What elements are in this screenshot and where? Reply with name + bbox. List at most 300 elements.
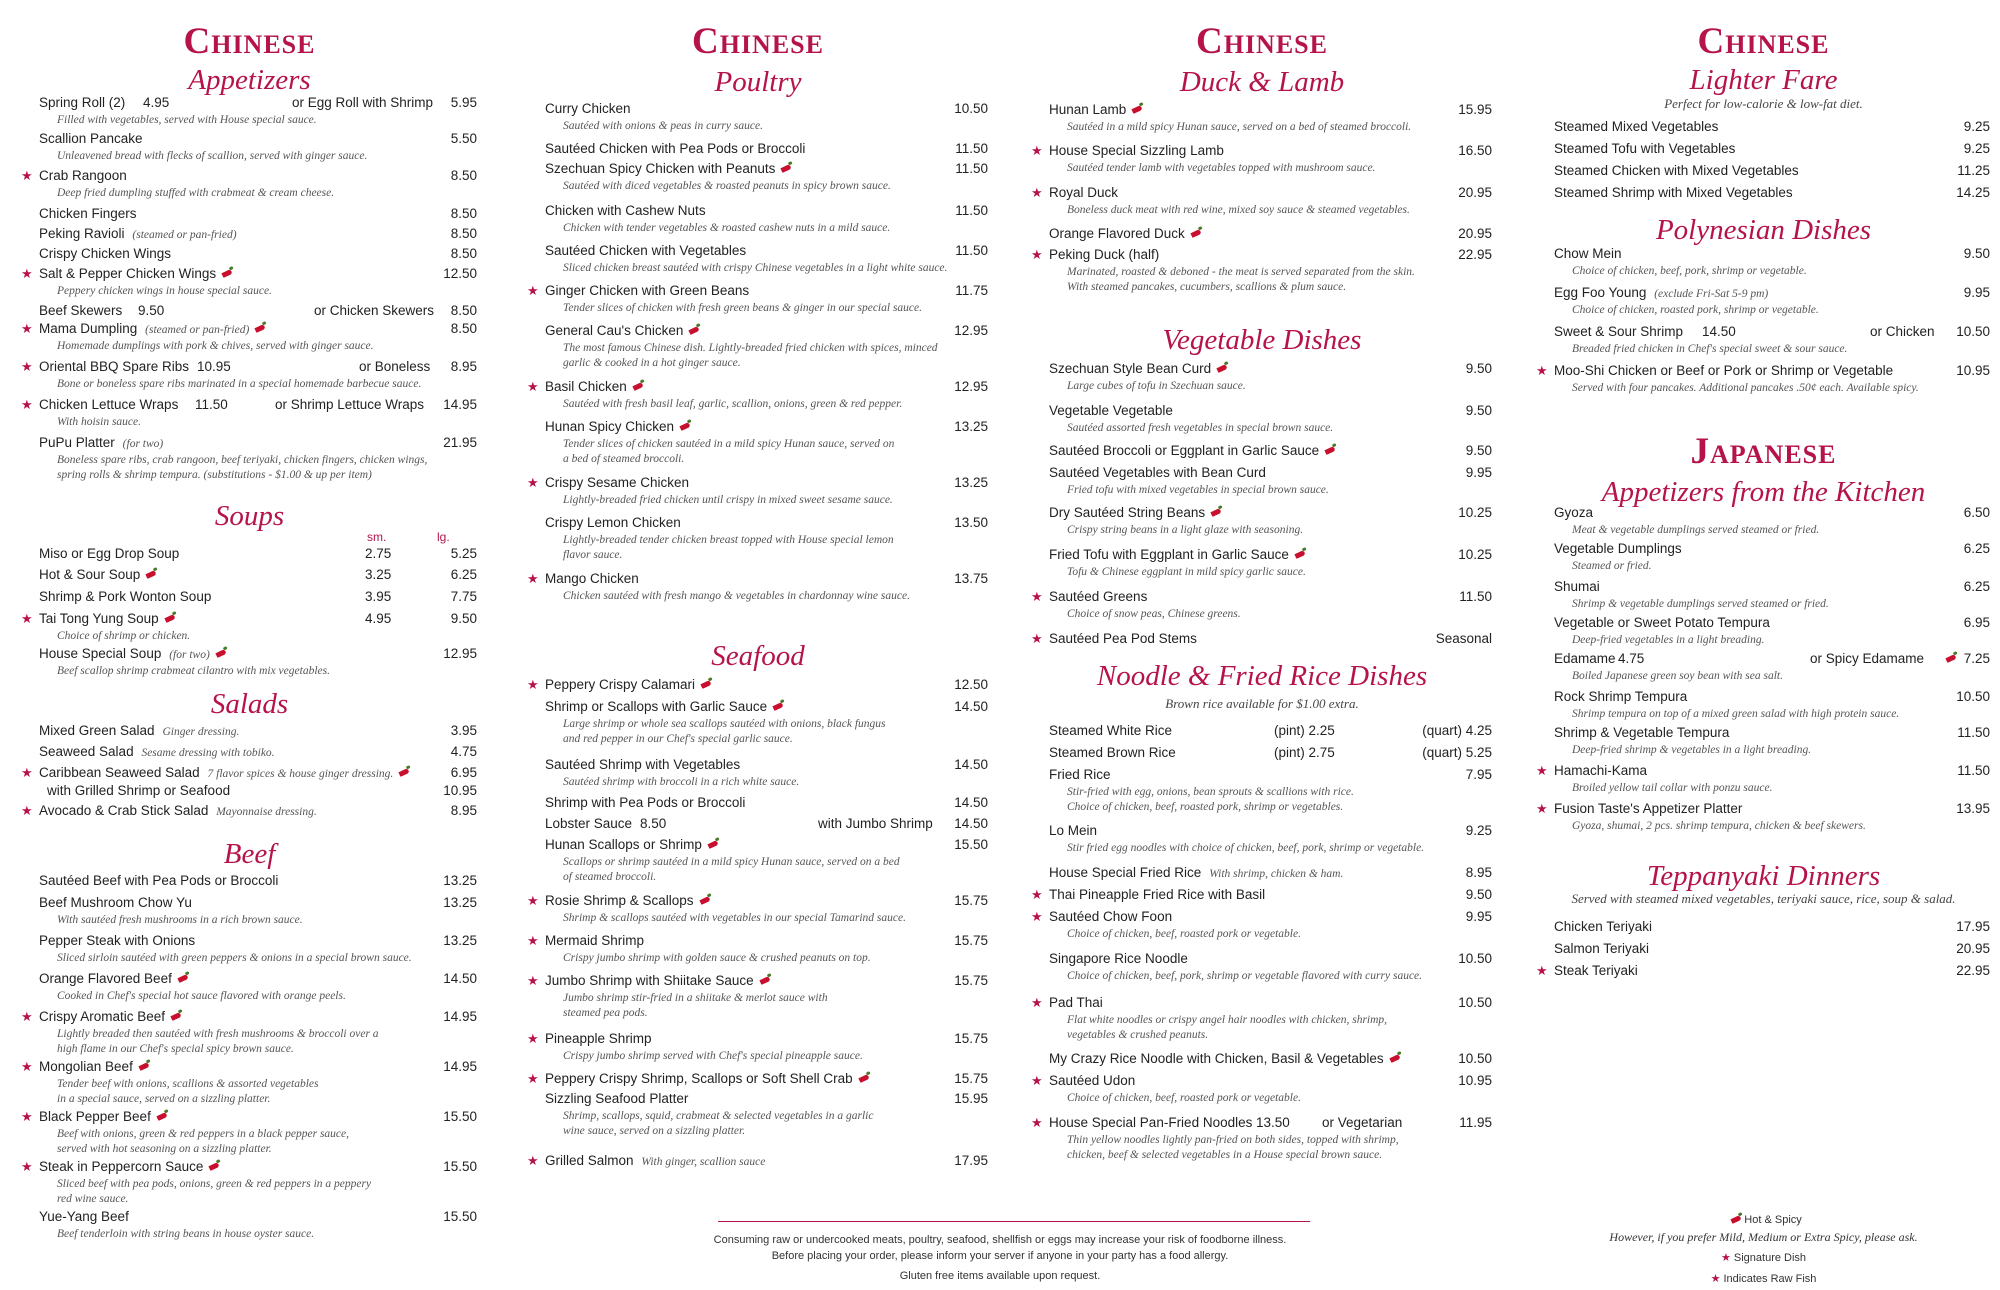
- menu-item: [1537, 284, 1990, 302]
- menu-item: [22, 894, 477, 912]
- item-small-price: 4.95: [365, 611, 392, 626]
- menu-item-price: 15.75: [954, 973, 988, 988]
- menu-item-price: 6.95: [1963, 615, 1990, 630]
- item-name-text: Hunan Spicy Chicken: [545, 419, 675, 434]
- menu-item-description: Crispy jumbo shrimp with golden sauce & crushed peanuts on top.: [563, 952, 871, 964]
- menu-item: [528, 474, 988, 492]
- menu-item-name: [1554, 162, 1799, 180]
- menu-item: [528, 756, 988, 774]
- item-alt-option: or Shrimp Lettuce Wraps: [275, 397, 425, 412]
- item-name-text: Orange Flavored Duck: [1049, 226, 1185, 241]
- menu-item-name: [39, 970, 188, 988]
- menu-item: [528, 836, 988, 854]
- menu-item-description: steamed pea pods.: [563, 1007, 648, 1019]
- menu-item: [22, 1008, 477, 1026]
- menu-item-price: 15.95: [1458, 102, 1492, 117]
- chili-pepper-icon: [170, 1012, 181, 1021]
- item-alt-option: or Egg Roll with Shrimp: [292, 95, 434, 110]
- item-large-price: 9.50: [450, 611, 477, 626]
- menu-item-description: Sautéed with fresh basil leaf, garlic, scallion, onions, green & red pepper.: [563, 398, 903, 410]
- menu-item-name: [545, 160, 791, 178]
- menu-item-name: [47, 782, 230, 800]
- menu-item-price: 13.75: [954, 571, 988, 586]
- item-name-text: Yue-Yang Beef: [39, 1209, 129, 1224]
- item-name-text: Sautéed Chow Foon: [1049, 909, 1173, 924]
- menu-item-description: Large cubes of tofu in Szechuan sauce.: [1067, 380, 1246, 392]
- chili-pepper-icon: [1211, 508, 1222, 517]
- menu-item-description: high flame in our Chef's special spicy brown sauce.: [57, 1043, 294, 1055]
- menu-item-name: [39, 610, 175, 628]
- menu-item-description: Thin yellow noodles lightly pan-fried on both sides, topped with shrimp,: [1067, 1134, 1399, 1146]
- menu-item: [1032, 402, 1492, 420]
- menu-item-name: [1554, 724, 1729, 742]
- chili-pepper-icon: [1217, 364, 1228, 373]
- item-name-text: Vegetable Vegetable: [1049, 403, 1173, 418]
- menu-item: [22, 970, 477, 988]
- item-name-text: Steamed Tofu with Vegetables: [1554, 141, 1736, 156]
- menu-item-description: and red pepper in our Chef's special garlic sauce.: [563, 733, 793, 745]
- item-alt-price: 8.50: [640, 816, 667, 831]
- item-name-text: Sautéed Vegetables with Bean Curd: [1049, 465, 1266, 480]
- menu-item-description: Choice of chicken, beef, pork, shrimp or vegetable flavored with curry sauce.: [1067, 970, 1423, 982]
- item-name-text: Pad Thai: [1049, 995, 1103, 1010]
- item-name-text: Steak Teriyaki: [1554, 963, 1638, 978]
- menu-item-name: [1049, 184, 1118, 202]
- item-name-text: Salmon Teriyaki: [1554, 941, 1650, 956]
- menu-item-name: [1554, 362, 1893, 380]
- item-pint-price: (pint) 2.25: [1274, 723, 1335, 738]
- item-name-text: Sautéed Greens: [1049, 589, 1148, 604]
- legend-signature-label: Signature Dish: [1733, 1252, 1807, 1264]
- menu-item-price: 10.50: [1956, 689, 1990, 704]
- menu-item-description: Unleavened bread with flecks of scallion, served with ginger sauce.: [57, 150, 368, 162]
- menu-item-name: [1554, 762, 1647, 780]
- item-name-text: Steamed Shrimp with Mixed Vegetables: [1554, 185, 1793, 200]
- item-name-text: Royal Duck: [1049, 185, 1119, 200]
- star-icon: ★: [21, 803, 33, 818]
- menu-item: [528, 676, 988, 694]
- section-title-beef: Beef: [223, 838, 276, 870]
- menu-item-name: [39, 320, 265, 339]
- menu-item: [22, 645, 477, 663]
- menu-item-name: [39, 1008, 181, 1026]
- item-name-text: Hunan Scallops or Shrimp: [545, 837, 702, 852]
- item-name-text: Edamame: [1554, 651, 1616, 666]
- star-icon: ★: [21, 765, 33, 780]
- item-alt-price: 14.50: [1702, 324, 1736, 339]
- menu-item-name: [545, 972, 770, 990]
- menu-item-description: Steamed or fried.: [1572, 560, 1652, 572]
- item-name-text: Hot & Sour Soup: [39, 567, 141, 582]
- star-icon: ★: [527, 1071, 539, 1086]
- menu-item: [22, 167, 477, 185]
- section-title-teppan: Teppanyaki Dinners: [1646, 860, 1881, 892]
- menu-item-price: 9.50: [1465, 887, 1492, 902]
- section-heading-large: Chinese: [183, 21, 316, 62]
- menu-item-name: [545, 892, 710, 910]
- menu-item-name: [1554, 800, 1742, 818]
- menu-item-name: [1554, 284, 1768, 303]
- menu-item-price: 6.50: [1963, 505, 1990, 520]
- menu-item-name: [39, 130, 143, 148]
- item-name-text: Oriental BBQ Spare Ribs: [39, 359, 190, 374]
- item-name-text: Rosie Shrimp & Scallops: [545, 893, 694, 908]
- menu-item: [1537, 162, 1990, 180]
- legend-hot: [1537, 1212, 1990, 1229]
- menu-item-price: 14.25: [1956, 185, 1990, 200]
- menu-item: [528, 202, 988, 220]
- menu-item: [22, 1058, 477, 1076]
- chili-pepper-icon: [773, 702, 784, 711]
- menu-item-name: [39, 167, 127, 185]
- item-name-text: Fusion Taste's Appetizer Platter: [1554, 801, 1743, 816]
- menu-item-description: Boneless duck meat with red wine, mixed soy sauce & steamed vegetables.: [1067, 204, 1410, 216]
- menu-item-description: Lightly-breaded tender chicken breast topped with House special lemon: [563, 534, 894, 546]
- menu-item-name: [545, 202, 706, 220]
- menu-item-price: 14.50: [954, 795, 988, 810]
- menu-item: [1537, 762, 1990, 780]
- legend: [1537, 1212, 1990, 1288]
- menu-item-price: 11.50: [955, 141, 988, 156]
- menu-item-price: 10.25: [1458, 547, 1492, 562]
- menu-item-price: 15.50: [954, 837, 988, 852]
- menu-item-price: Seasonal: [1435, 631, 1492, 646]
- item-name-text: Scallion Pancake: [39, 131, 143, 146]
- menu-item-description: spring rolls & shrimp tempura. (substitutions - $1.00 & up per item): [57, 469, 372, 481]
- menu-item-price: 6.25: [1963, 579, 1990, 594]
- star-icon: ★: [1720, 1252, 1731, 1264]
- item-name-text: Vegetable or Sweet Potato Tempura: [1554, 615, 1770, 630]
- menu-item: [1537, 962, 1990, 980]
- menu-item: [22, 932, 477, 950]
- menu-item-price: 12.95: [954, 323, 988, 338]
- item-inline-note: (steamed or pan-fried): [129, 229, 237, 241]
- item-name-text: Peking Duck (half): [1049, 247, 1160, 262]
- menu-item-name: [1554, 540, 1682, 558]
- item-name-text: Mango Chicken: [545, 571, 639, 586]
- item-inline-note: (for two): [119, 438, 164, 450]
- menu-item-price: 11.50: [955, 243, 988, 258]
- menu-item-price: 15.75: [954, 893, 988, 908]
- menu-item: [22, 722, 477, 740]
- menu-item: [528, 242, 988, 260]
- menu-item: [22, 130, 477, 148]
- chili-pepper-icon: [399, 768, 410, 777]
- menu-item: [528, 514, 988, 532]
- menu-item-name: [1554, 940, 1649, 958]
- menu-item-price: 8.50: [450, 206, 477, 221]
- menu-item-description: Homemade dumplings with pork & chives, served with ginger sauce.: [57, 340, 374, 352]
- section-title-kitchen: Appetizers from the Kitchen: [1601, 476, 1926, 508]
- menu-item-name: [1554, 962, 1638, 980]
- chili-pepper-icon: [1132, 105, 1143, 114]
- menu-item: [22, 802, 477, 820]
- menu-item-price: 11.50: [955, 203, 988, 218]
- menu-item: [1537, 323, 1990, 341]
- star-icon: ★: [527, 571, 539, 586]
- item-name-text: Caribbean Seaweed Salad: [39, 765, 200, 780]
- star-icon: ★: [21, 321, 33, 336]
- item-large-price: 7.75: [450, 589, 477, 604]
- star-icon: ★: [1031, 247, 1043, 262]
- menu-item-price: 10.95: [1458, 1073, 1492, 1088]
- item-name-text: Salt & Pepper Chicken Wings: [39, 266, 217, 281]
- item-name-text: Sautéed Chicken with Vegetables: [545, 243, 747, 258]
- menu-item-price: 15.50: [443, 1159, 477, 1174]
- menu-item-name: [39, 434, 163, 453]
- menu-item-price: 13.25: [443, 933, 477, 948]
- menu-item-price: 13.95: [1956, 801, 1990, 816]
- chili-pepper-icon: [858, 1074, 869, 1083]
- menu-item: [1032, 630, 1492, 648]
- section-note: Brown rice available for $1.00 extra.: [1165, 696, 1359, 711]
- item-name-text: Chicken Teriyaki: [1554, 919, 1653, 934]
- item-name-text: Crispy Chicken Wings: [39, 246, 172, 261]
- item-name-text: Dry Sautéed String Beans: [1049, 505, 1206, 520]
- item-name-text: Orange Flavored Beef: [39, 971, 172, 986]
- item-name-text: Steamed Mixed Vegetables: [1554, 119, 1719, 134]
- menu-item-description: Sautéed shrimp with broccoli in a rich white sauce.: [563, 776, 800, 788]
- item-name-text: Avocado & Crab Stick Salad: [39, 803, 209, 818]
- menu-item-price: 12.50: [443, 266, 477, 281]
- column-chinese-poultry-seafood: [528, 0, 988, 1290]
- item-name-text: Shumai: [1554, 579, 1600, 594]
- menu-item: [1032, 442, 1492, 460]
- menu-item-name: [545, 322, 699, 340]
- item-name-text: House Special Pan-Fried Noodles: [1049, 1115, 1253, 1130]
- item-name-text: Sautéed Broccoli or Eggplant in Garlic Sauce: [1049, 443, 1320, 458]
- menu-item: [22, 358, 477, 376]
- item-name-text: Rock Shrimp Tempura: [1554, 689, 1688, 704]
- menu-item: [1032, 886, 1492, 904]
- menu-item-description: Bone or boneless spare ribs marinated in a special homemade barbecue sauce.: [57, 378, 422, 390]
- item-small-price: 3.25: [365, 567, 392, 582]
- item-quart-price: (quart) 5.25: [1422, 745, 1492, 760]
- menu-item-name: [1554, 650, 1616, 668]
- item-name-text: Moo-Shi Chicken or Beef or Pork or Shrimp or Vegetable: [1554, 363, 1894, 378]
- menu-item: [22, 1108, 477, 1126]
- chili-pepper-icon: [255, 324, 266, 333]
- menu-item-price: 9.95: [1465, 465, 1492, 480]
- menu-item-description: Tofu & Chinese eggplant in mild spicy garlic sauce.: [1067, 566, 1306, 578]
- star-icon: ★: [1031, 1073, 1043, 1088]
- star-icon: ★: [1031, 631, 1043, 646]
- menu-item: [22, 320, 477, 338]
- item-name-text: General Cau's Chicken: [545, 323, 684, 338]
- item-name-text: Steak in Peppercorn Sauce: [39, 1159, 204, 1174]
- item-name-text: with Grilled Shrimp or Seafood: [47, 783, 231, 798]
- menu-item-description: Chicken sautéed with fresh mango & vegetables in chardonnay wine sauce.: [563, 590, 910, 602]
- chili-pepper-icon: [699, 896, 710, 905]
- star-icon: ★: [527, 973, 539, 988]
- menu-item: [528, 1070, 988, 1088]
- menu-item-description: The most famous Chinese dish. Lightly-breaded fried chicken with spices, minced: [563, 342, 938, 354]
- menu-item-description: Tender slices of chicken sautéed in a mild spicy Hunan sauce, served on: [563, 438, 895, 450]
- menu-item-price: 8.50: [450, 246, 477, 261]
- menu-item: [1537, 118, 1990, 136]
- star-icon: ★: [527, 283, 539, 298]
- chili-pepper-icon: [1945, 654, 1956, 663]
- item-name-text: Singapore Rice Noodle: [1049, 951, 1188, 966]
- item-name-text: Shrimp & Pork Wonton Soup: [39, 589, 212, 604]
- menu-item-price: 10.25: [1458, 505, 1492, 520]
- item-name-text: Steamed Chicken with Mixed Vegetables: [1554, 163, 1799, 178]
- menu-item-price: 14.50: [954, 699, 988, 714]
- menu-item: [1032, 360, 1492, 378]
- menu-item-name: [545, 1030, 652, 1048]
- section-title-poly: Polynesian Dishes: [1655, 214, 1872, 246]
- menu-item-price: 8.95: [1465, 865, 1492, 880]
- menu-item-price: 8.50: [450, 226, 477, 241]
- item-name-text: Lobster Sauce: [545, 816, 633, 831]
- menu-item: [1032, 184, 1492, 202]
- menu-item-description: Sautéed assorted fresh vegetables in special brown sauce.: [1067, 422, 1334, 434]
- menu-item: [1537, 688, 1990, 706]
- menu-item-description: Shrimp tempura on top of a mixed green salad with high protein sauce.: [1572, 708, 1900, 720]
- menu-item-description: Fried tofu with mixed vegetables in special brown sauce.: [1067, 484, 1329, 496]
- item-name-text: Miso or Egg Drop Soup: [39, 546, 180, 561]
- chili-pepper-icon: [679, 422, 690, 431]
- menu-item-name: [1049, 864, 1343, 883]
- allergy-footer: [700, 1232, 1300, 1284]
- footer-line-2: Before placing your order, please inform your server if anyone in your party has a food allergy.: [771, 1250, 1229, 1262]
- menu-item-description: Sautéed with onions & peas in curry sauce.: [563, 120, 763, 132]
- menu-item: [22, 396, 477, 414]
- menu-item: [1032, 908, 1492, 926]
- menu-item: [528, 378, 988, 396]
- menu-item-name: [39, 872, 278, 890]
- menu-item-price: 20.95: [1956, 941, 1990, 956]
- item-name-text: My Crazy Rice Noodle with Chicken, Basil & Vegetables: [1049, 1051, 1384, 1066]
- menu-item-name: [545, 474, 689, 492]
- menu-item-description: Choice of chicken, beef, pork, shrimp or vegetable.: [1572, 265, 1807, 277]
- menu-item-price: 8.50: [450, 321, 477, 336]
- menu-item-price: 14.95: [443, 1009, 477, 1024]
- menu-item-name: [545, 1152, 765, 1171]
- column-lighter-japanese: [1537, 0, 1990, 1290]
- item-large-price: 5.25: [450, 546, 477, 561]
- legend-raw-label: Indicates Raw Fish: [1723, 1273, 1817, 1285]
- menu-item-price: 14.95: [443, 397, 477, 412]
- section-heading-large: Chinese: [692, 21, 824, 62]
- menu-item: [528, 322, 988, 340]
- star-icon: ★: [527, 1153, 539, 1168]
- chili-pepper-icon: [700, 680, 711, 689]
- chili-pepper-icon: [177, 974, 188, 983]
- menu-item-description: Deep-fried shrimp & vegetables in a light breading.: [1572, 744, 1812, 756]
- menu-item: [1032, 744, 1492, 762]
- soup-small-header: sm.: [367, 530, 387, 544]
- menu-item: [528, 698, 988, 716]
- item-name-text: Fried Tofu with Eggplant in Garlic Sauce: [1049, 547, 1289, 562]
- item-inline-note: (steamed or pan-fried): [142, 324, 250, 336]
- menu-item: [22, 1158, 477, 1176]
- menu-item-price: 13.50: [954, 515, 988, 530]
- menu-item-description: Shrimp & scallops sautéed with vegetables in our special Tamarind sauce.: [563, 912, 906, 924]
- menu-item: [22, 302, 477, 320]
- menu-item-name: [39, 1208, 129, 1226]
- menu-item-price: 5.95: [450, 95, 477, 110]
- menu-item-price: 11.75: [955, 283, 988, 298]
- item-name-text: Egg Foo Young: [1554, 285, 1647, 300]
- menu-item-price: 8.95: [450, 359, 477, 374]
- item-alt-option: or Chicken Skewers: [314, 303, 435, 318]
- menu-item-name: [1554, 688, 1687, 706]
- section-title-soups: Soups: [214, 500, 285, 532]
- menu-item-price: 15.95: [954, 1091, 988, 1106]
- item-name-text: Sautéed Udon: [1049, 1073, 1136, 1088]
- soup-large-header: lg.: [437, 530, 450, 544]
- menu-item: [1537, 540, 1990, 558]
- menu-item-price: 3.95: [450, 723, 477, 738]
- menu-item-price: 14.50: [954, 757, 988, 772]
- item-inline-note: Ginger dressing.: [159, 726, 240, 738]
- menu-item: [1537, 918, 1990, 936]
- item-name-text: Basil Chicken: [545, 379, 627, 394]
- menu-item: [22, 245, 477, 263]
- chili-pepper-icon: [138, 1062, 149, 1071]
- star-icon: ★: [1031, 143, 1043, 158]
- chili-pepper-icon: [1731, 1215, 1742, 1224]
- menu-item: [1032, 546, 1492, 564]
- menu-item-name: [1554, 184, 1793, 202]
- menu-item-description: Crispy jumbo shrimp served with Chef's special pineapple sauce.: [563, 1050, 863, 1062]
- menu-item-name: [1554, 918, 1652, 936]
- item-alt-option: with Jumbo Shrimp: [818, 816, 933, 831]
- star-icon: ★: [527, 379, 539, 394]
- menu-item: [528, 1152, 988, 1170]
- menu-item: [1032, 1114, 1492, 1132]
- menu-item-price: 21.95: [443, 435, 477, 450]
- menu-item-description: Sliced sirloin sautéed with green peppers & onions in a special brown sauce.: [57, 952, 412, 964]
- item-name-text: Lo Mein: [1049, 823, 1098, 838]
- star-icon: ★: [21, 1009, 33, 1024]
- menu-item-price: 11.95: [1459, 1115, 1492, 1130]
- menu-item-description: With hoisin sauce.: [57, 416, 142, 428]
- menu-item-price: 8.50: [450, 168, 477, 183]
- item-name-text: PuPu Platter: [39, 435, 115, 450]
- item-alt-price: 4.95: [143, 95, 170, 110]
- menu-item: [22, 545, 477, 563]
- menu-item-name: [1049, 101, 1142, 119]
- chili-pepper-icon: [215, 649, 226, 658]
- menu-item-description: Peppery chicken wings in house special sauce.: [57, 285, 272, 297]
- chili-pepper-icon: [689, 326, 700, 335]
- menu-item-price: 9.50: [1465, 403, 1492, 418]
- menu-item-name: [545, 242, 746, 260]
- menu-item-name: [1554, 578, 1600, 596]
- menu-item-description: Choice of snow peas, Chinese greens.: [1067, 608, 1241, 620]
- legend-spicy-note: However, if you prefer Mild, Medium or Extra Spicy, please ask.: [1609, 1230, 1918, 1244]
- item-name-text: Steamed Brown Rice: [1049, 745, 1176, 760]
- item-name-text: Shrimp with Pea Pods or Broccoli: [545, 795, 746, 810]
- item-name-text: Sautéed Shrimp with Vegetables: [545, 757, 741, 772]
- menu-item-price: 15.75: [954, 933, 988, 948]
- item-inline-note: With ginger, scallion sauce: [638, 1156, 766, 1168]
- menu-item-price: 11.50: [1957, 725, 1990, 740]
- menu-item-name: [545, 282, 749, 300]
- menu-item: [1032, 101, 1492, 119]
- menu-item-price: 10.50: [1458, 995, 1492, 1010]
- menu-item: [22, 610, 477, 628]
- menu-item-name: [39, 743, 275, 762]
- menu-item-name: [545, 676, 711, 694]
- item-name-text: Spring Roll (2): [39, 95, 126, 110]
- chili-pepper-icon: [222, 269, 233, 278]
- menu-item-name: [1049, 722, 1172, 740]
- menu-item-price: 9.50: [1465, 443, 1492, 458]
- menu-item: [528, 932, 988, 950]
